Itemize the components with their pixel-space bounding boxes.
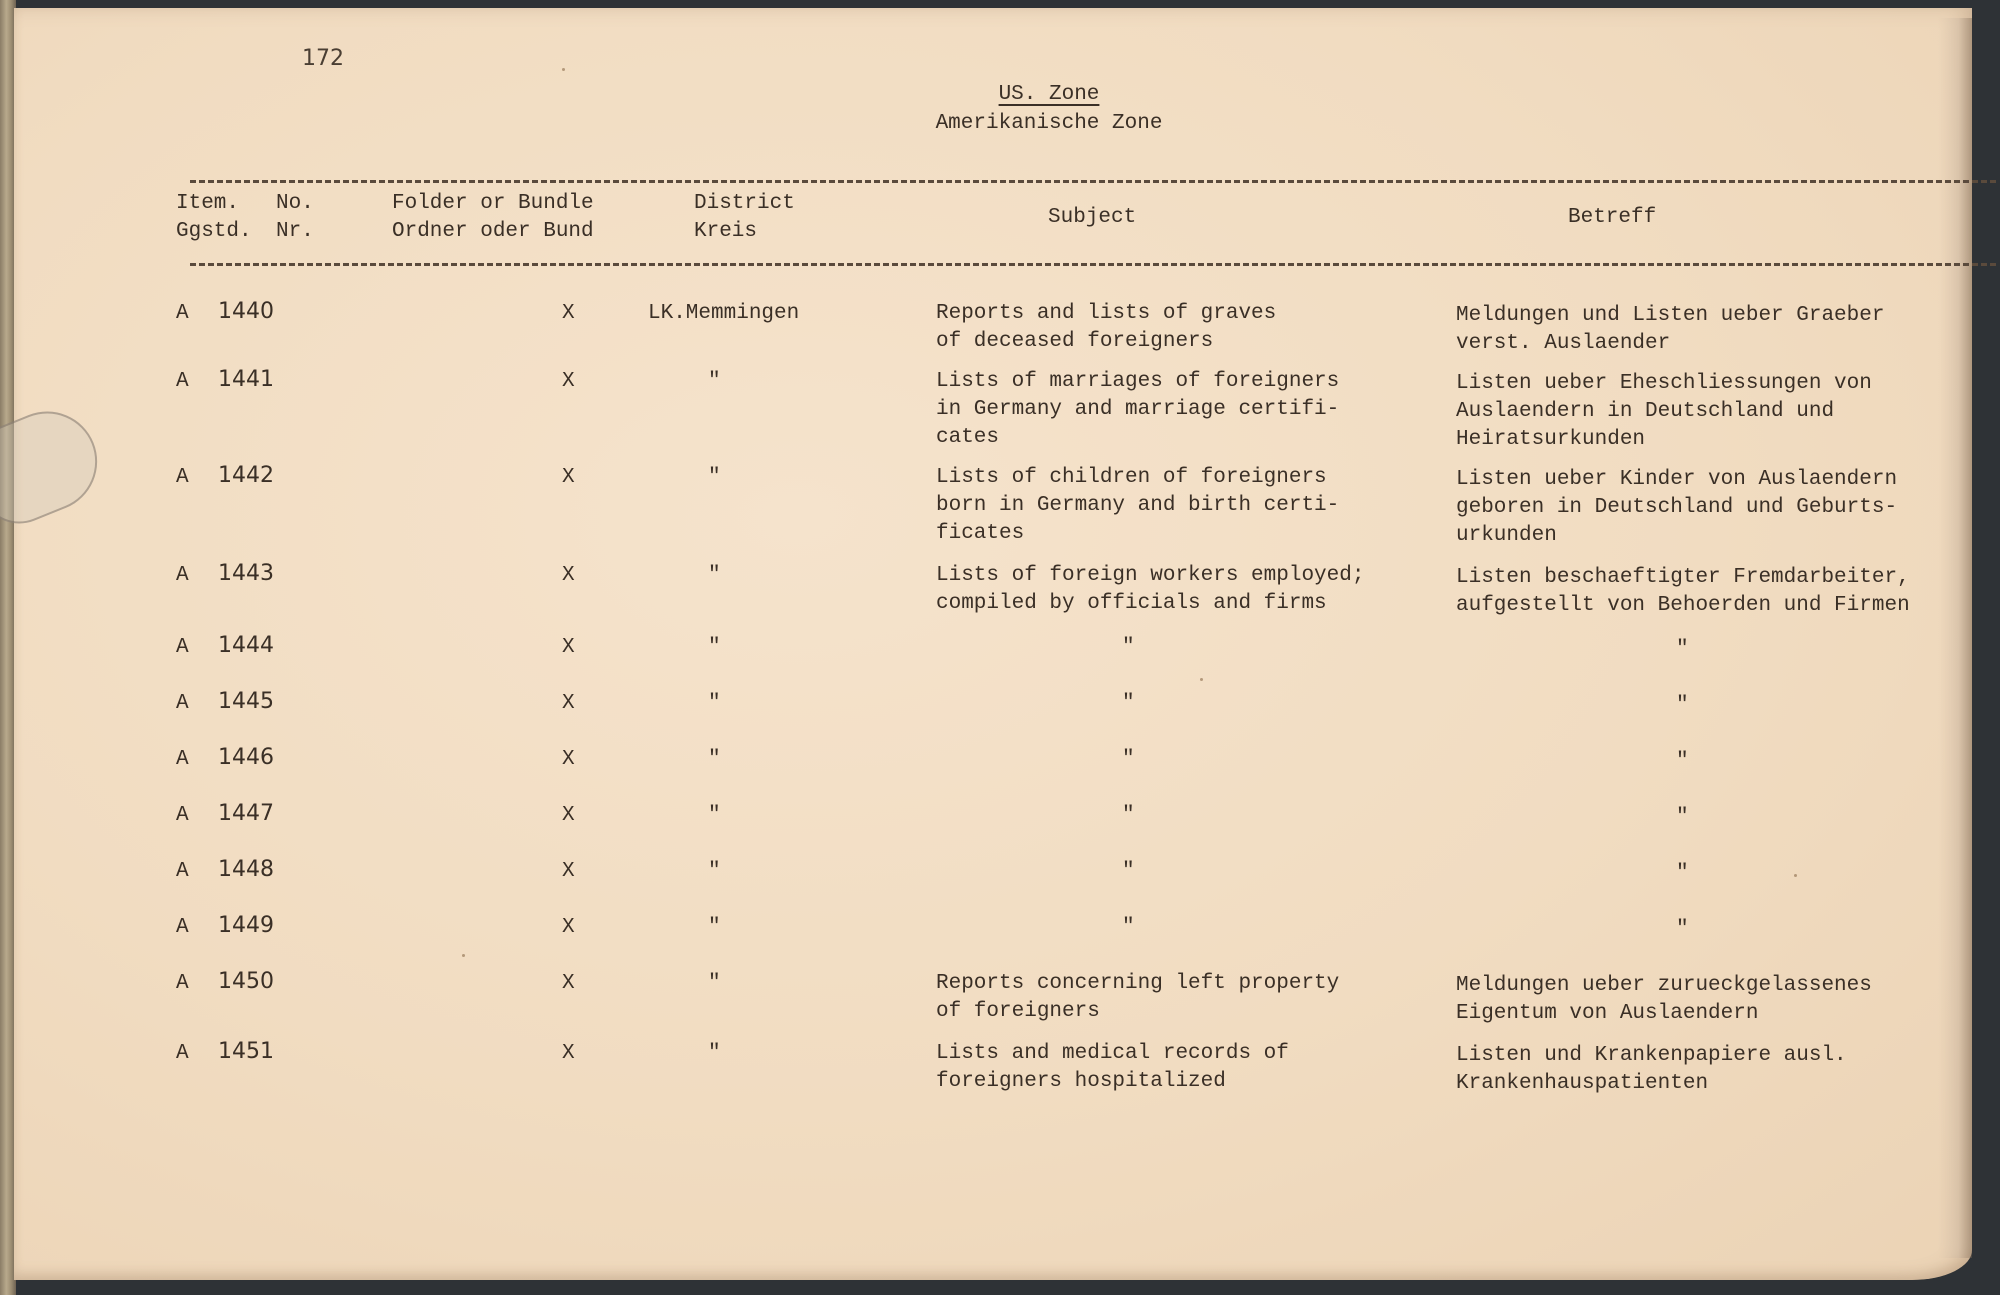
item-number: 1445 — [218, 689, 274, 714]
district-ditto: " — [708, 636, 721, 659]
header-rule-top — [190, 180, 1996, 183]
page-curl-shadow — [1938, 18, 1972, 1258]
folder-mark: X — [562, 370, 575, 393]
item-letter: A — [176, 466, 189, 489]
betreff-line: Listen ueber Eheschliessungen von — [1456, 372, 1872, 395]
item-letter: A — [176, 302, 189, 325]
header-folder-de: Ordner oder Bund — [392, 220, 594, 243]
subject-ditto: " — [1122, 860, 1135, 883]
subject-ditto: " — [1122, 636, 1135, 659]
item-letter: A — [176, 916, 189, 939]
header-no-de: Nr. — [276, 220, 314, 243]
item-number: 1447 — [218, 801, 274, 826]
header-rule-bottom — [190, 263, 1996, 266]
subject-ditto: " — [1122, 916, 1135, 939]
betreff-line: urkunden — [1456, 524, 1557, 547]
item-letter: A — [176, 860, 189, 883]
paper-speck — [462, 954, 465, 957]
district-ditto: " — [708, 370, 721, 393]
betreff-line: Listen beschaeftigter Fremdarbeiter, — [1456, 566, 1910, 589]
folder-mark: X — [562, 692, 575, 715]
header-item-en: Item. — [176, 192, 240, 215]
page-number: 172 — [302, 46, 344, 71]
item-number: 1446 — [218, 745, 274, 770]
betreff-ditto: " — [1676, 918, 1689, 941]
item-letter: A — [176, 692, 189, 715]
betreff-line: Krankenhauspatienten — [1456, 1072, 1709, 1095]
item-number: 1440 — [218, 299, 274, 324]
district-ditto: " — [708, 1042, 721, 1065]
header-no-en: No. — [276, 192, 314, 215]
item-letter: A — [176, 972, 189, 995]
district-ditto: " — [708, 564, 721, 587]
district-ditto: " — [708, 804, 721, 827]
folder-mark: X — [562, 1042, 575, 1065]
item-number: 1443 — [218, 561, 274, 586]
item-number: 1451 — [218, 1039, 274, 1064]
item-letter: A — [176, 636, 189, 659]
item-letter: A — [176, 748, 189, 771]
betreff-line: geboren in Deutschland und Geburts- — [1456, 496, 1898, 519]
subject-line: compiled by officials and firms — [936, 592, 1327, 615]
betreff-line: verst. Auslaender — [1456, 332, 1671, 355]
page-subtitle: Amerikanische Zone — [935, 112, 1163, 135]
header-district-en: District — [694, 192, 795, 215]
district-ditto: " — [708, 692, 721, 715]
subject-line: of foreigners — [936, 1000, 1100, 1023]
item-number: 1449 — [218, 913, 274, 938]
paper-speck — [562, 68, 565, 71]
betreff-ditto: " — [1676, 638, 1689, 661]
item-number: 1448 — [218, 857, 274, 882]
item-number: 1442 — [218, 463, 274, 488]
subject-line: ficates — [936, 522, 1025, 545]
subject-line: Lists of marriages of foreigners — [936, 370, 1340, 393]
page-title: US. Zone — [998, 83, 1100, 106]
folder-mark: X — [562, 564, 575, 587]
betreff-ditto: " — [1676, 862, 1689, 885]
betreff-line: Listen und Krankenpapiere ausl. — [1456, 1044, 1847, 1067]
paper-speck — [1200, 678, 1203, 681]
betreff-line: Meldungen und Listen ueber Graeber — [1456, 304, 1885, 327]
betreff-ditto: " — [1676, 806, 1689, 829]
subject-ditto: " — [1122, 748, 1135, 771]
folder-mark: X — [562, 860, 575, 883]
district-ditto: " — [708, 916, 721, 939]
paper-clip-tab — [0, 396, 112, 535]
folder-mark: X — [562, 466, 575, 489]
header-folder-en: Folder or Bundle — [392, 192, 594, 215]
header-district-de: Kreis — [694, 220, 758, 243]
item-number: 1441 — [218, 367, 274, 392]
betreff-ditto: " — [1676, 694, 1689, 717]
subject-line: Reports and lists of graves — [936, 302, 1277, 325]
betreff-line: Heiratsurkunden — [1456, 428, 1646, 451]
betreff-line: Listen ueber Kinder von Auslaendern — [1456, 468, 1898, 491]
district-ditto: " — [708, 972, 721, 995]
betreff-line: aufgestellt von Behoerden und Firmen — [1456, 594, 1910, 617]
item-letter: A — [176, 564, 189, 587]
betreff-line: Eigentum von Auslaendern — [1456, 1002, 1759, 1025]
header-item-de: Ggstd. — [176, 220, 252, 243]
document-page — [14, 8, 1972, 1280]
subject-line: Lists of foreign workers employed; — [936, 564, 1365, 587]
district-ditto: " — [708, 466, 721, 489]
subject-line: Lists of children of foreigners — [936, 466, 1327, 489]
district-ditto: " — [708, 748, 721, 771]
header-betreff: Betreff — [1568, 206, 1657, 229]
district-ditto: " — [708, 860, 721, 883]
folder-mark: X — [562, 916, 575, 939]
subject-ditto: " — [1122, 692, 1135, 715]
district-name: LK.Memmingen — [648, 302, 800, 325]
betreff-line: Auslaendern in Deutschland und — [1456, 400, 1835, 423]
folder-mark: X — [562, 972, 575, 995]
paper-speck — [1794, 874, 1797, 877]
subject-ditto: " — [1122, 804, 1135, 827]
subject-line: Lists and medical records of — [936, 1042, 1289, 1065]
item-number: 1444 — [218, 633, 274, 658]
subject-line: cates — [936, 426, 1000, 449]
betreff-ditto: " — [1676, 750, 1689, 773]
item-letter: A — [176, 370, 189, 393]
subject-line: born in Germany and birth certi- — [936, 494, 1340, 517]
subject-line: Reports concerning left property — [936, 972, 1340, 995]
folder-mark: X — [562, 302, 575, 325]
item-number: 1450 — [218, 969, 274, 994]
betreff-line: Meldungen ueber zurueckgelassenes — [1456, 974, 1872, 997]
item-letter: A — [176, 1042, 189, 1065]
folder-mark: X — [562, 636, 575, 659]
title-block — [14, 80, 2000, 138]
subject-line: foreigners hospitalized — [936, 1070, 1226, 1093]
header-subject: Subject — [1048, 206, 1137, 229]
folder-mark: X — [562, 748, 575, 771]
subject-line: in Germany and marriage certifi- — [936, 398, 1340, 421]
folder-mark: X — [562, 804, 575, 827]
subject-line: of deceased foreigners — [936, 330, 1214, 353]
item-letter: A — [176, 804, 189, 827]
